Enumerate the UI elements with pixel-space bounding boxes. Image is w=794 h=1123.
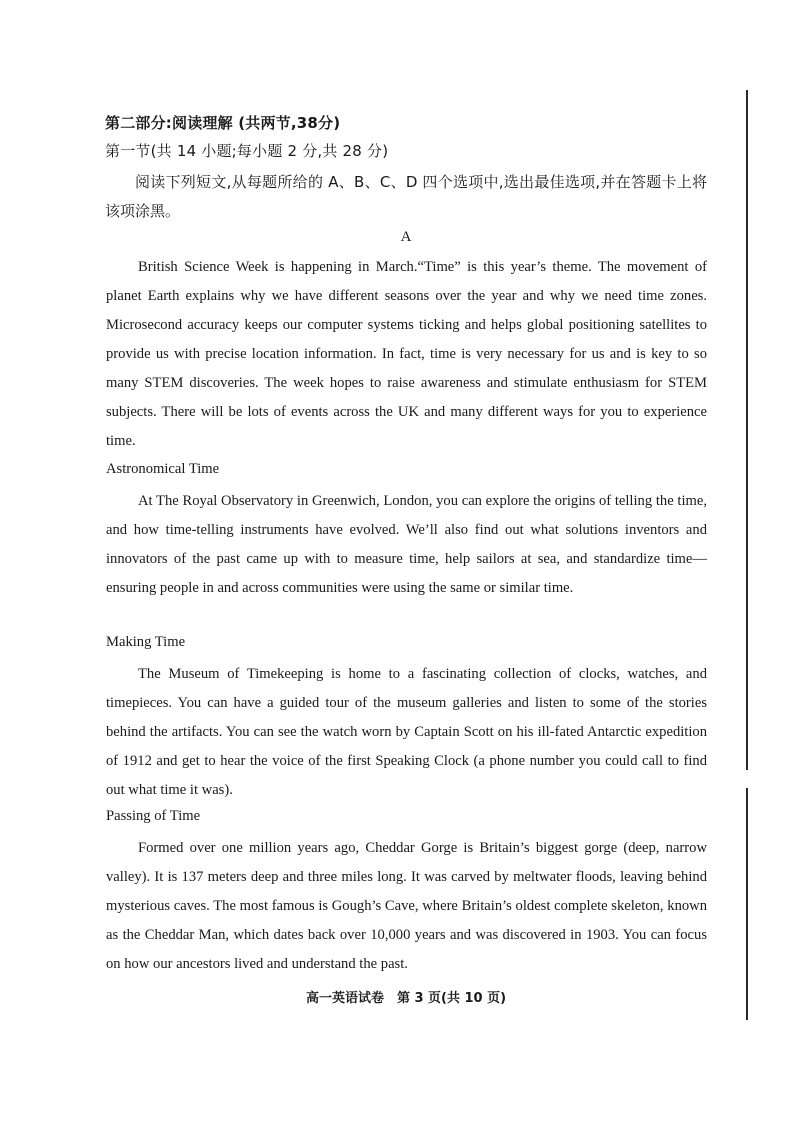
section-title-passing-of-time: Passing of Time <box>106 808 201 824</box>
binding-margin-line <box>746 90 748 770</box>
binding-margin-line <box>746 788 748 1020</box>
section-title-making-time: Making Time <box>106 634 186 650</box>
section-text-astronomical-time: At The Royal Observatory in Greenwich, London, you can explore the origins of telling the time, and how time-telling instruments have evolved. We’ll also find out what solutions inventors and innovators of the past came up with to measure time, help sailors at sea, and standardize time—ensuring people in and across communities were using the same or similar time. <box>106 493 707 596</box>
section-text-passing-of-time: Formed over one million years ago, Cheddar Gorge is Britain’s biggest gorge (deep, narrow valley). It is 137 meters deep and three miles long. It was carved by meltwater floods, leaving behind mysterious caves. The most famous is Gough’s Cave, where Britain’s oldest complete skeleton, known as the Cheddar Man, which dates back over 10,000 years and was discovered in 1903. You can focus on how our ancestors lived and understand the past. <box>106 840 707 972</box>
part-heading: 第二部分:阅读理解 (共两节,38分) <box>105 114 341 132</box>
section-title-astronomical-time: Astronomical Time <box>106 461 220 477</box>
section-text-making-time: The Museum of Timekeeping is home to a fascinating collection of clocks, watches, and timepieces. You can have a guided tour of the museum galleries and listen to some of the stories behind the artifacts. You can see the watch worn by Captain Scott on his ill-fated Antarctic expedition of 1912 and get to hear the voice of the first Speaking Clock (a phone number you could call to find out what time it was). <box>106 666 707 798</box>
passage-letter: A <box>400 229 412 245</box>
page-footer: 高一英语试卷 第 3 页(共 10 页) <box>305 991 507 1006</box>
reading-instruction: 阅读下列短文,从每题所给的 A、B、C、D 四个选项中,选出最佳选项,并在答题卡上将该项涂黑。 <box>105 173 707 220</box>
section-heading: 第一节(共 14 小题;每小题 2 分,共 28 分) <box>105 142 389 160</box>
passage-intro: British Science Week is happening in March.“Time” is this year’s theme. The movement of planet Earth explains why we have different seasons over the year and why we need time zones. Microsecond accuracy keeps our computer systems ticking and helps global positioning satellites to provide us with precise location information. In fact, time is very necessary for us and is key to so many STEM discoveries. The week hopes to raise awareness and stimulate enthusiasm for STEM subjects. There will be lots of events across the UK and many different ways for you to experience time. <box>106 259 707 449</box>
